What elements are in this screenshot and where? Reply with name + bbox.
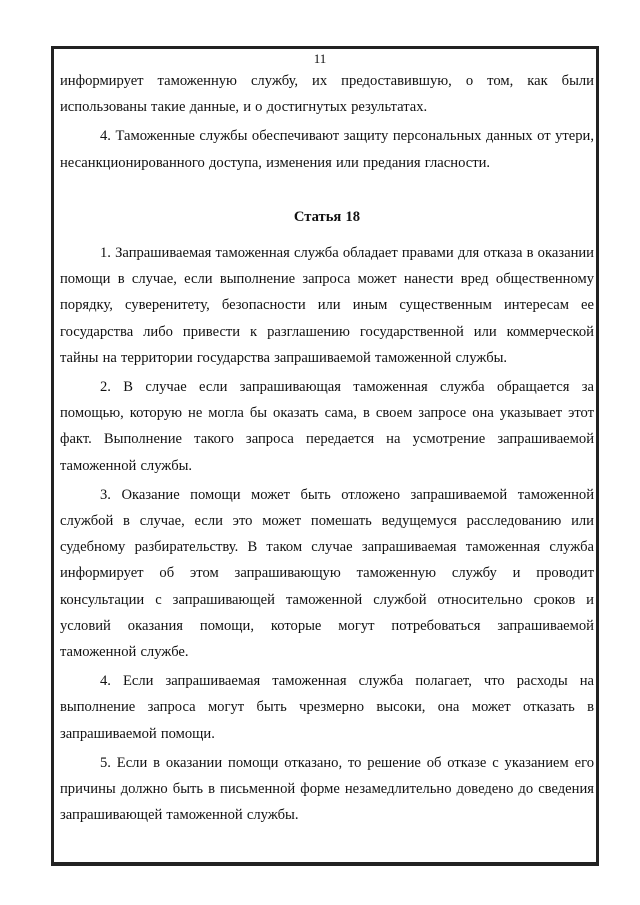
article-heading: Статья 18 bbox=[293, 208, 361, 225]
paragraph-continued: информирует таможенную службу, их предоставившую, о том, как были использованы такие данные, и о достигнутых результатах. bbox=[60, 73, 594, 116]
article-paragraph-4: 4. Если запрашиваемая таможенная служба полагает, что расходы на выполнение запроса могут быть чрезмерно высоки, она может отказать в запрашиваемой помощи. bbox=[60, 673, 594, 742]
document-body bbox=[60, 68, 594, 828]
article-paragraph-3: 3. Оказание помощи может быть отложено запрашиваемой таможенной службой в случае, если это может помешать ведущемуся расследованию или судебному разбирательству. В таком случае запрашиваемая таможенная служба информирует об этом запрашивающую таможенную службу и проводит консультации с запрашивающей таможенной службой относительно сроков и условий оказания помощи, которые могут потребоваться запрашиваемой таможенной службе. bbox=[60, 486, 594, 661]
article-paragraph-5: 5. Если в оказании помощи отказано, то решение об отказе с указанием его причины должно быть в письменной форме незамедлительно доведено до сведения запрашивающей таможенной службы. bbox=[60, 754, 594, 824]
paragraph-4: 4. Таможенные службы обеспечивают защиту персональных данных от утери, несанкционированного доступа, изменения или предания гласности. bbox=[60, 128, 594, 171]
article-paragraph-1: 1. Запрашиваемая таможенная служба обладает правами для отказа в оказании помощи в случае, если выполнение запроса может нанести вред общественному порядку, суверенитету, безопасности или иным существенным интересам ее государства либо привести к разглашению государственной или коммерческой тайны на территории государства запрашиваемой таможенной службы. bbox=[60, 245, 594, 366]
article-paragraph-2: 2. В случае если запрашивающая таможенная служба обращается за помощью, которую не могла бы оказать сама, в своем запросе она указывает этот факт. Выполнение такого запроса передается на усмотрение запрашиваемой таможенной службы. bbox=[60, 379, 594, 474]
page-number: 11 bbox=[313, 51, 327, 66]
